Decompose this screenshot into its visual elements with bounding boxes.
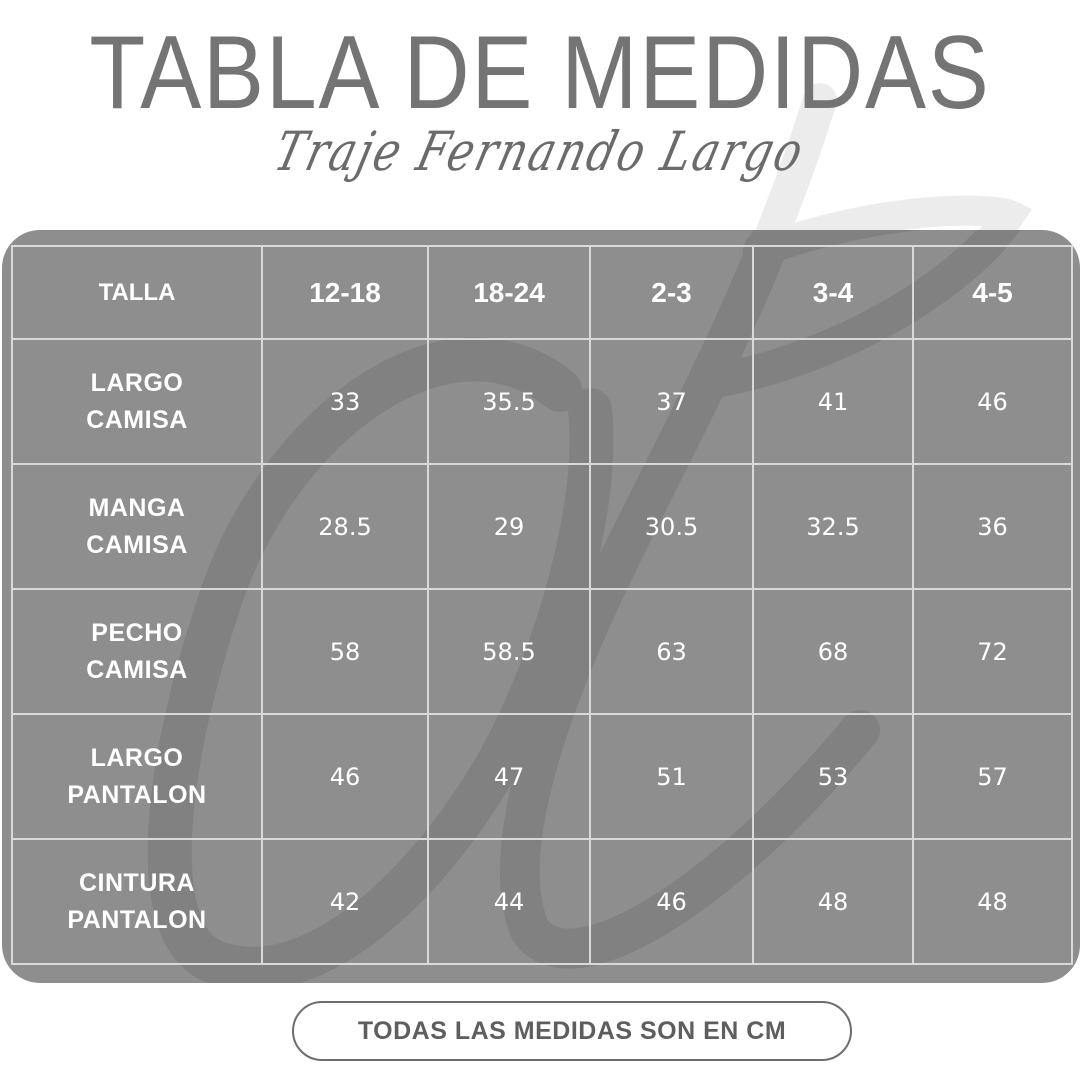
value-cell: 32.5	[753, 464, 913, 589]
value-cell: 48	[753, 839, 913, 964]
row-label-line: CAMISA	[86, 405, 188, 434]
value-cell: 47	[428, 714, 590, 839]
table-row	[12, 589, 1072, 714]
row-label-line: PANTALON	[67, 905, 207, 934]
row-label-line: PECHO	[91, 618, 183, 647]
row-label-line: LARGO	[90, 743, 184, 772]
value-cell: 28.5	[262, 464, 428, 589]
value-cell: 48	[913, 839, 1072, 964]
value-cell: 53	[753, 714, 913, 839]
size-table-panel	[2, 230, 1080, 983]
table-row	[12, 839, 1072, 964]
value-cell: 51	[590, 714, 753, 839]
row-label-cell	[12, 339, 262, 464]
value-cell: 41	[753, 339, 913, 464]
table-row	[12, 464, 1072, 589]
row-label-cell	[12, 714, 262, 839]
value-cell: 57	[913, 714, 1072, 839]
value-cell: 37	[590, 339, 753, 464]
value-cell: 33	[262, 339, 428, 464]
value-cell: 58	[262, 589, 428, 714]
row-label-line: CAMISA	[86, 655, 188, 684]
value-cell: 36	[913, 464, 1072, 589]
value-cell: 68	[753, 589, 913, 714]
value-cell: 58.5	[428, 589, 590, 714]
header-cell-size: 2-3	[590, 246, 753, 339]
header-cell-size: 12-18	[262, 246, 428, 339]
row-label-cell	[12, 839, 262, 964]
value-cell: 42	[262, 839, 428, 964]
table-header-row	[12, 246, 1072, 339]
value-cell: 46	[913, 339, 1072, 464]
table-row	[12, 339, 1072, 464]
header-cell-size: 18-24	[428, 246, 590, 339]
table-row	[12, 714, 1072, 839]
value-cell: 46	[590, 839, 753, 964]
value-cell: 63	[590, 589, 753, 714]
value-cell: 46	[262, 714, 428, 839]
row-label-line: MANGA	[88, 493, 186, 522]
header-cell-size: 4-5	[913, 246, 1072, 339]
value-cell: 35.5	[428, 339, 590, 464]
header-cell-size: 3-4	[753, 246, 913, 339]
row-label-line: LARGO	[90, 368, 184, 397]
product-subtitle: Traje Fernando Largo	[268, 120, 812, 183]
value-cell: 30.5	[590, 464, 753, 589]
size-chart-table	[11, 245, 1073, 965]
units-note: TODAS LAS MEDIDAS SON EN CM	[357, 1016, 787, 1045]
value-cell: 29	[428, 464, 590, 589]
units-note-pill	[292, 1001, 852, 1061]
value-cell: 72	[913, 589, 1072, 714]
page-title: TABLA DE MEDIDAS	[89, 15, 991, 131]
header-cell-talla: TALLA	[12, 246, 262, 339]
row-label-line: CAMISA	[86, 530, 188, 559]
row-label-line: CINTURA	[79, 868, 195, 897]
row-label-cell	[12, 589, 262, 714]
row-label-cell	[12, 464, 262, 589]
value-cell: 44	[428, 839, 590, 964]
row-label-line: PANTALON	[67, 780, 207, 809]
